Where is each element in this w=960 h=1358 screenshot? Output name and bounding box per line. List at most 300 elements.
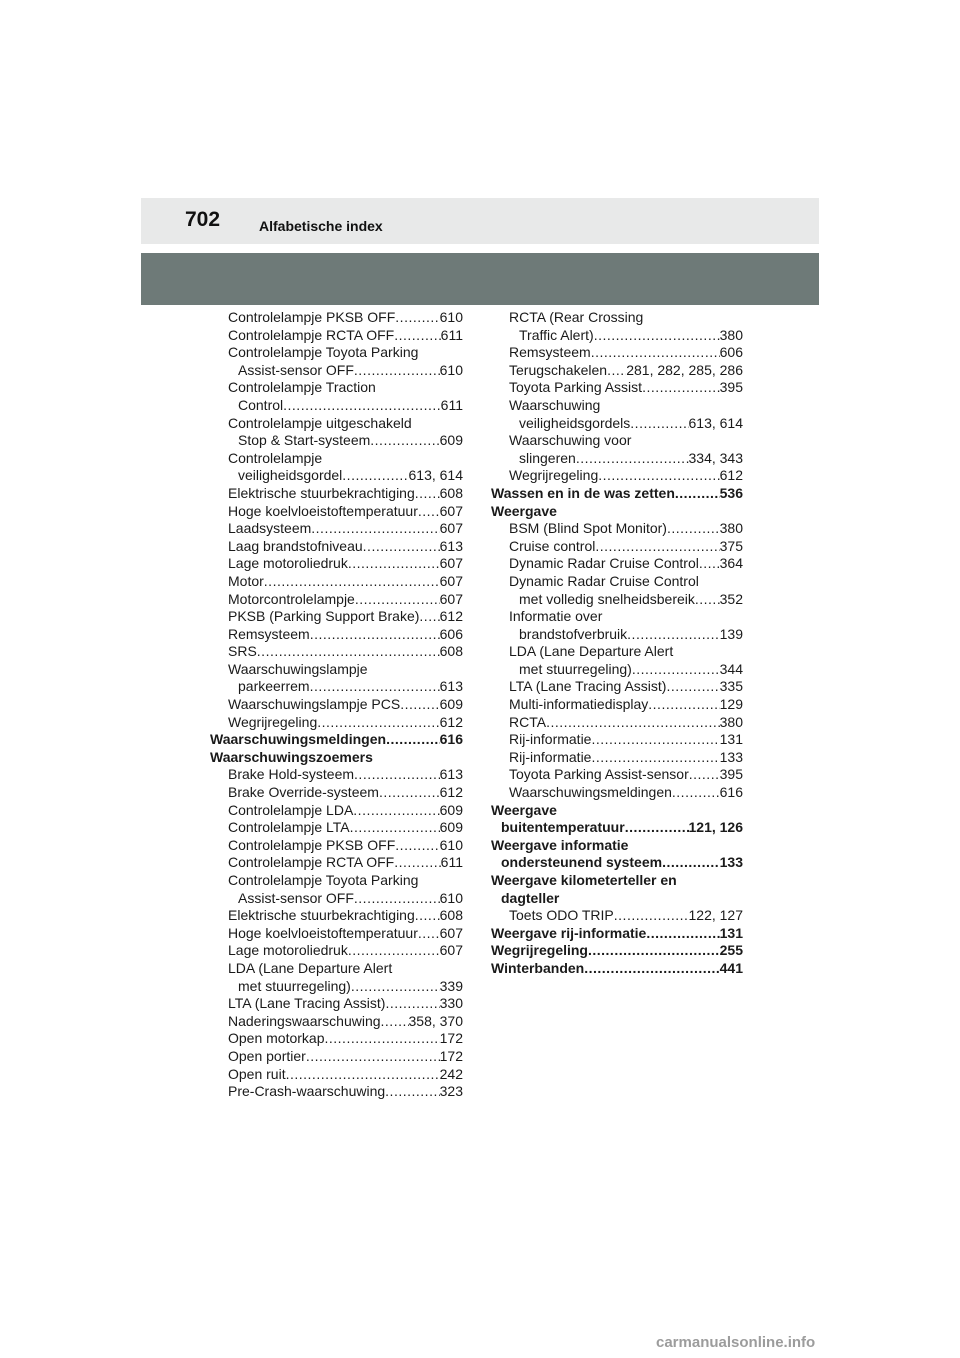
index-heading	[491, 890, 743, 908]
dot-leader	[355, 591, 440, 609]
dot-leader	[625, 819, 689, 837]
index-entry	[210, 432, 463, 450]
dot-leader	[666, 678, 719, 696]
index-entry	[210, 907, 463, 925]
index-entry	[491, 344, 743, 362]
dot-leader	[395, 837, 439, 855]
index-entry	[210, 942, 463, 960]
index-term: Remsysteem	[228, 625, 310, 642]
page-reference: 172	[439, 1030, 463, 1047]
page-reference: 611	[440, 326, 463, 343]
index-entry	[491, 960, 743, 978]
index-column-right	[491, 309, 743, 978]
page-reference: 133	[719, 748, 743, 765]
index-term: slingeren	[519, 449, 576, 466]
index-term: Motor	[228, 572, 264, 589]
index-term: Cruise control	[509, 537, 596, 554]
index-entry	[491, 731, 743, 749]
index-term: Controlelampje LTA	[228, 819, 350, 836]
dot-leader	[394, 327, 440, 345]
index-heading	[210, 450, 463, 468]
index-term: Toyota Parking Assist-sensor	[509, 766, 689, 783]
index-term: Toets ODO TRIP	[509, 907, 614, 924]
index-heading	[210, 379, 463, 397]
index-term: Weergave	[491, 801, 557, 818]
index-entry	[210, 802, 463, 820]
index-entry	[210, 714, 463, 732]
dot-leader	[595, 538, 719, 556]
index-term: Waarschuwingsmeldingen	[509, 784, 672, 801]
page-reference: 129	[719, 696, 743, 713]
page-reference: 607	[439, 555, 463, 572]
index-entry	[210, 362, 463, 380]
page-reference: 242	[439, 1065, 463, 1082]
page-reference: 380	[719, 520, 743, 537]
page-reference: 610	[439, 309, 463, 325]
dot-leader	[354, 362, 440, 380]
index-term: Controlelampje RCTA OFF	[228, 854, 395, 871]
index-entry	[210, 890, 463, 908]
page-reference: 612	[439, 713, 463, 730]
page-reference: 344	[719, 660, 743, 677]
page-reference: 613	[439, 766, 463, 783]
dot-leader	[342, 467, 408, 485]
dot-leader	[667, 520, 720, 538]
dot-leader	[354, 766, 440, 784]
index-term: Remsysteem	[509, 344, 591, 361]
page-reference: 612	[439, 784, 463, 801]
index-entry	[210, 1048, 463, 1066]
index-heading	[491, 872, 743, 890]
page-header	[141, 198, 819, 244]
index-heading	[210, 415, 463, 433]
index-entry	[210, 854, 463, 872]
index-term: Lage motoroliedruk	[228, 555, 348, 572]
index-term: Controlelampje	[228, 449, 323, 466]
index-term: Wegrijregeling	[509, 467, 599, 484]
index-term: Waarschuwingslampje	[228, 660, 368, 677]
index-entry	[210, 538, 463, 556]
page-reference: 131	[719, 924, 743, 941]
page-reference: 606	[719, 344, 743, 361]
page-reference: 607	[439, 942, 463, 959]
page-reference: 609	[439, 432, 463, 449]
page-reference: 609	[439, 801, 463, 818]
index-term: Control	[238, 396, 284, 413]
dot-leader	[317, 714, 439, 732]
dot-leader	[415, 485, 440, 503]
index-entry	[210, 678, 463, 696]
dot-leader	[350, 819, 440, 837]
dot-leader	[311, 520, 439, 538]
index-term: RCTA (Rear Crossing	[509, 309, 644, 325]
index-entry	[491, 379, 743, 397]
index-term: Controlelampje Traction	[228, 379, 376, 396]
index-term: veiligheidsgordel	[238, 467, 343, 484]
index-term: Stop & Start-systeem	[238, 432, 371, 449]
page-reference: 608	[439, 484, 463, 501]
page-reference: 364	[719, 555, 743, 572]
page-reference: 608	[439, 643, 463, 660]
dot-leader	[351, 978, 440, 996]
page-reference: 606	[439, 625, 463, 642]
index-heading	[210, 749, 463, 767]
index-term: Weergave kilometerteller en	[491, 872, 677, 888]
page-reference: 612	[719, 467, 743, 484]
index-term: met stuurregeling)	[519, 660, 632, 677]
dot-leader	[627, 626, 719, 644]
index-entry	[210, 467, 463, 485]
index-term: Hoge koelvloeistoftemperatuur	[228, 924, 418, 941]
page-reference: 380	[719, 326, 743, 343]
index-entry	[210, 819, 463, 837]
index-entry	[210, 485, 463, 503]
index-entry	[210, 1013, 463, 1031]
index-heading	[210, 872, 463, 890]
index-term: LDA (Lane Departure Alert	[228, 959, 393, 976]
page-reference: 139	[719, 625, 743, 642]
page-reference: 609	[439, 819, 463, 836]
dot-leader	[348, 942, 440, 960]
dot-leader	[394, 854, 440, 872]
page-reference: 607	[439, 520, 463, 537]
page-reference: 395	[719, 379, 743, 396]
dot-leader	[662, 854, 720, 872]
index-entry	[491, 467, 743, 485]
index-term: buitentemperatuur	[501, 819, 625, 836]
dot-leader	[379, 784, 440, 802]
dot-leader	[306, 1048, 440, 1066]
index-term: Pre-Crash-waarschuwing	[228, 1083, 386, 1100]
index-term: Controlelampje PKSB OFF	[228, 836, 396, 853]
page-reference: 616	[719, 784, 743, 801]
index-entry	[210, 555, 463, 573]
page-reference: 613, 614	[408, 467, 463, 484]
page-reference: 255	[719, 942, 743, 959]
index-term: dagteller	[501, 889, 560, 906]
dot-leader	[348, 555, 440, 573]
index-term: Dynamic Radar Cruise Control	[509, 555, 699, 572]
dot-leader	[283, 397, 441, 415]
index-entry	[491, 925, 743, 943]
page-reference: 375	[719, 537, 743, 554]
index-term: Traffic Alert)	[519, 326, 594, 343]
dot-leader	[418, 925, 440, 943]
page-title: Alfabetische index	[259, 218, 383, 234]
index-term: Naderingswaarschuwing	[228, 1012, 381, 1029]
index-term: Weergave rij-informatie	[491, 924, 647, 941]
index-entry	[491, 450, 743, 468]
index-term: Controlelampje RCTA OFF	[228, 326, 395, 343]
index-entry	[491, 661, 743, 679]
index-entry	[491, 520, 743, 538]
page-reference: 613, 614	[688, 414, 743, 431]
index-entry	[210, 696, 463, 714]
index-term: Brake Hold-systeem	[228, 766, 355, 783]
dot-leader	[607, 362, 626, 380]
dot-leader	[286, 1066, 440, 1084]
index-term: LTA (Lane Tracing Assist)	[228, 995, 386, 1012]
dot-leader	[630, 415, 688, 433]
dot-leader	[325, 1030, 440, 1048]
dot-leader	[689, 766, 720, 784]
index-entry	[491, 626, 743, 644]
index-heading	[491, 432, 743, 450]
index-entry	[491, 714, 743, 732]
dot-leader	[695, 591, 720, 609]
dot-leader	[591, 731, 719, 749]
index-term: Dynamic Radar Cruise Control	[509, 572, 699, 589]
index-term: Elektrische stuurbekrachtiging	[228, 907, 415, 924]
index-term: Waarschuwingsmeldingen	[210, 731, 387, 748]
index-term: Hoge koelvloeistoftemperatuur	[228, 502, 418, 519]
index-entry	[210, 1083, 463, 1101]
page-reference: 441	[719, 959, 743, 976]
dot-leader	[370, 432, 439, 450]
index-entry	[491, 485, 743, 503]
dot-leader	[381, 1013, 409, 1031]
index-entry	[210, 573, 463, 591]
index-entry	[491, 696, 743, 714]
index-term: Controlelampje LDA	[228, 801, 354, 818]
index-entry	[491, 362, 743, 380]
index-entry	[491, 678, 743, 696]
page-reference: 121, 126	[688, 819, 743, 836]
page-reference: 616	[439, 731, 463, 748]
page-reference: 281, 282, 285, 286	[626, 361, 743, 378]
index-entry	[210, 925, 463, 943]
page-reference: 607	[439, 502, 463, 519]
dot-leader	[632, 661, 720, 679]
index-term: Open portier	[228, 1047, 306, 1064]
index-term: Laadsysteem	[228, 520, 312, 537]
dot-leader	[591, 344, 720, 362]
index-term: Wegrijregeling	[491, 942, 588, 959]
index-term: ondersteunend systeem	[501, 854, 663, 871]
index-term: Lage motoroliedruk	[228, 942, 348, 959]
index-term: Weergave	[491, 502, 557, 519]
index-term: Informatie over	[509, 608, 603, 625]
dot-leader	[642, 379, 720, 397]
page-reference: 133	[719, 854, 743, 871]
page-reference: 608	[439, 907, 463, 924]
index-term: brandstofverbruik	[519, 625, 628, 642]
index-heading	[210, 344, 463, 362]
index-heading	[491, 643, 743, 661]
index-term: Wegrijregeling	[228, 713, 318, 730]
dot-leader	[310, 678, 440, 696]
index-entry	[491, 538, 743, 556]
index-entry	[491, 591, 743, 609]
dot-leader	[385, 995, 439, 1013]
index-heading	[491, 309, 743, 327]
index-heading	[491, 608, 743, 626]
page-reference: 131	[719, 731, 743, 748]
page-reference: 612	[439, 608, 463, 625]
index-term: RCTA	[509, 713, 547, 730]
index-term: Controlelampje Toyota Parking	[228, 344, 419, 361]
dot-leader	[588, 942, 720, 960]
page-reference: 395	[719, 766, 743, 783]
index-entry	[210, 1030, 463, 1048]
index-term: LDA (Lane Departure Alert	[509, 643, 674, 660]
dot-leader	[264, 573, 440, 591]
index-term: Controlelampje uitgeschakeld	[228, 414, 412, 431]
index-entry	[210, 784, 463, 802]
index-term: Assist-sensor OFF	[238, 889, 354, 906]
page-reference: 610	[439, 889, 463, 906]
dot-leader	[415, 907, 440, 925]
index-term: Weergave informatie	[491, 836, 629, 853]
dot-leader	[672, 784, 720, 802]
index-term: Waarschuwingszoemers	[210, 748, 373, 765]
dot-leader	[699, 555, 720, 573]
dot-leader	[614, 907, 689, 925]
index-term: Assist-sensor OFF	[238, 361, 354, 378]
index-entry	[210, 327, 463, 345]
index-term: Open ruit	[228, 1065, 286, 1082]
header-band	[141, 253, 819, 305]
page-reference: 610	[439, 361, 463, 378]
dot-leader	[353, 802, 439, 820]
index-entry	[491, 784, 743, 802]
index-term: Motorcontrolelampje	[228, 590, 355, 607]
index-entry	[491, 766, 743, 784]
index-heading	[491, 573, 743, 591]
index-term: Multi-informatiedisplay	[509, 696, 649, 713]
index-heading	[491, 837, 743, 855]
index-entry	[491, 942, 743, 960]
index-column-left	[210, 309, 463, 1101]
index-term: Wassen en in de was zetten	[491, 484, 675, 501]
index-entry	[210, 643, 463, 661]
dot-leader	[257, 643, 440, 661]
dot-leader	[354, 890, 440, 908]
page-reference: 323	[439, 1083, 463, 1100]
index-entry	[210, 608, 463, 626]
index-term: Waarschuwing voor	[509, 432, 632, 449]
index-term: met stuurregeling)	[238, 977, 351, 994]
index-entry	[210, 978, 463, 996]
index-entry	[210, 591, 463, 609]
dot-leader	[419, 608, 439, 626]
index-term: Elektrische stuurbekrachtiging	[228, 484, 415, 501]
dot-leader	[385, 1083, 439, 1101]
index-heading	[491, 802, 743, 820]
index-term: Brake Override-systeem	[228, 784, 379, 801]
index-term: Open motorkap	[228, 1030, 325, 1047]
index-term: veiligheidsgordels	[519, 414, 631, 431]
index-entry	[491, 415, 743, 433]
index-heading	[491, 503, 743, 521]
index-heading	[210, 960, 463, 978]
page-reference: 613	[439, 678, 463, 695]
index-term: Toyota Parking Assist	[509, 379, 643, 396]
index-term: Terugschakelen	[509, 361, 608, 378]
dot-leader	[675, 485, 720, 503]
index-entry	[491, 749, 743, 767]
index-term: parkeerrem	[238, 678, 310, 695]
dot-leader	[648, 696, 719, 714]
page-reference: 609	[439, 696, 463, 713]
dot-leader	[646, 925, 719, 943]
index-term: PKSB (Parking Support Brake)	[228, 608, 420, 625]
index-entry	[210, 837, 463, 855]
page-reference: 122, 127	[688, 907, 743, 924]
index-term: Waarschuwingslampje PCS	[228, 696, 401, 713]
dot-leader	[584, 960, 719, 978]
index-term: Rij-informatie	[509, 748, 592, 765]
watermark: carmanualsonline.info	[656, 1334, 816, 1351]
index-term: met volledig snelheidsbereik	[519, 590, 695, 607]
page-reference: 352	[719, 590, 743, 607]
page-number: 702	[185, 208, 221, 231]
index-entry	[210, 766, 463, 784]
index-entry	[210, 995, 463, 1013]
index-term: BSM (Blind Spot Monitor)	[509, 520, 667, 537]
page-reference: 613	[439, 537, 463, 554]
index-term: Controlelampje Toyota Parking	[228, 872, 419, 888]
page-reference: 380	[719, 713, 743, 730]
index-entry	[491, 555, 743, 573]
dot-leader	[576, 450, 689, 468]
page-reference: 611	[440, 396, 463, 413]
page-reference: 334, 343	[688, 449, 743, 466]
index-term: Controlelampje PKSB OFF	[228, 309, 396, 325]
index-entry	[210, 397, 463, 415]
page-reference: 610	[439, 836, 463, 853]
page-reference: 335	[719, 678, 743, 695]
page-reference: 536	[719, 484, 743, 501]
page-reference: 339	[439, 977, 463, 994]
dot-leader	[386, 731, 440, 749]
dot-leader	[594, 327, 720, 345]
page-reference: 607	[439, 924, 463, 941]
index-term: Rij-informatie	[509, 731, 592, 748]
index-entry	[210, 309, 463, 327]
page-reference: 611	[440, 854, 463, 871]
index-entry	[210, 1066, 463, 1084]
index-entry	[210, 503, 463, 521]
index-term: Waarschuwing	[509, 396, 601, 413]
page-reference: 330	[439, 995, 463, 1012]
index-term: SRS	[228, 643, 257, 660]
index-entry	[491, 907, 743, 925]
page-reference: 172	[439, 1047, 463, 1064]
index-entry	[210, 731, 463, 749]
index-entry	[491, 327, 743, 345]
page-reference: 358, 370	[408, 1012, 463, 1029]
dot-leader	[598, 467, 719, 485]
dot-leader	[591, 749, 719, 767]
dot-leader	[395, 309, 439, 327]
index-heading	[491, 397, 743, 415]
index-heading	[210, 661, 463, 679]
index-entry	[491, 854, 743, 872]
index-term: Laag brandstofniveau	[228, 537, 363, 554]
dot-leader	[418, 503, 440, 521]
index-term: Winterbanden	[491, 959, 585, 976]
index-entry	[491, 819, 743, 837]
dot-leader	[400, 696, 439, 714]
page-reference: 607	[439, 590, 463, 607]
dot-leader	[363, 538, 440, 556]
dot-leader	[310, 626, 440, 644]
index-entry	[210, 626, 463, 644]
page-reference: 607	[439, 572, 463, 589]
index-entry	[210, 520, 463, 538]
index-term: LTA (Lane Tracing Assist)	[509, 678, 667, 695]
